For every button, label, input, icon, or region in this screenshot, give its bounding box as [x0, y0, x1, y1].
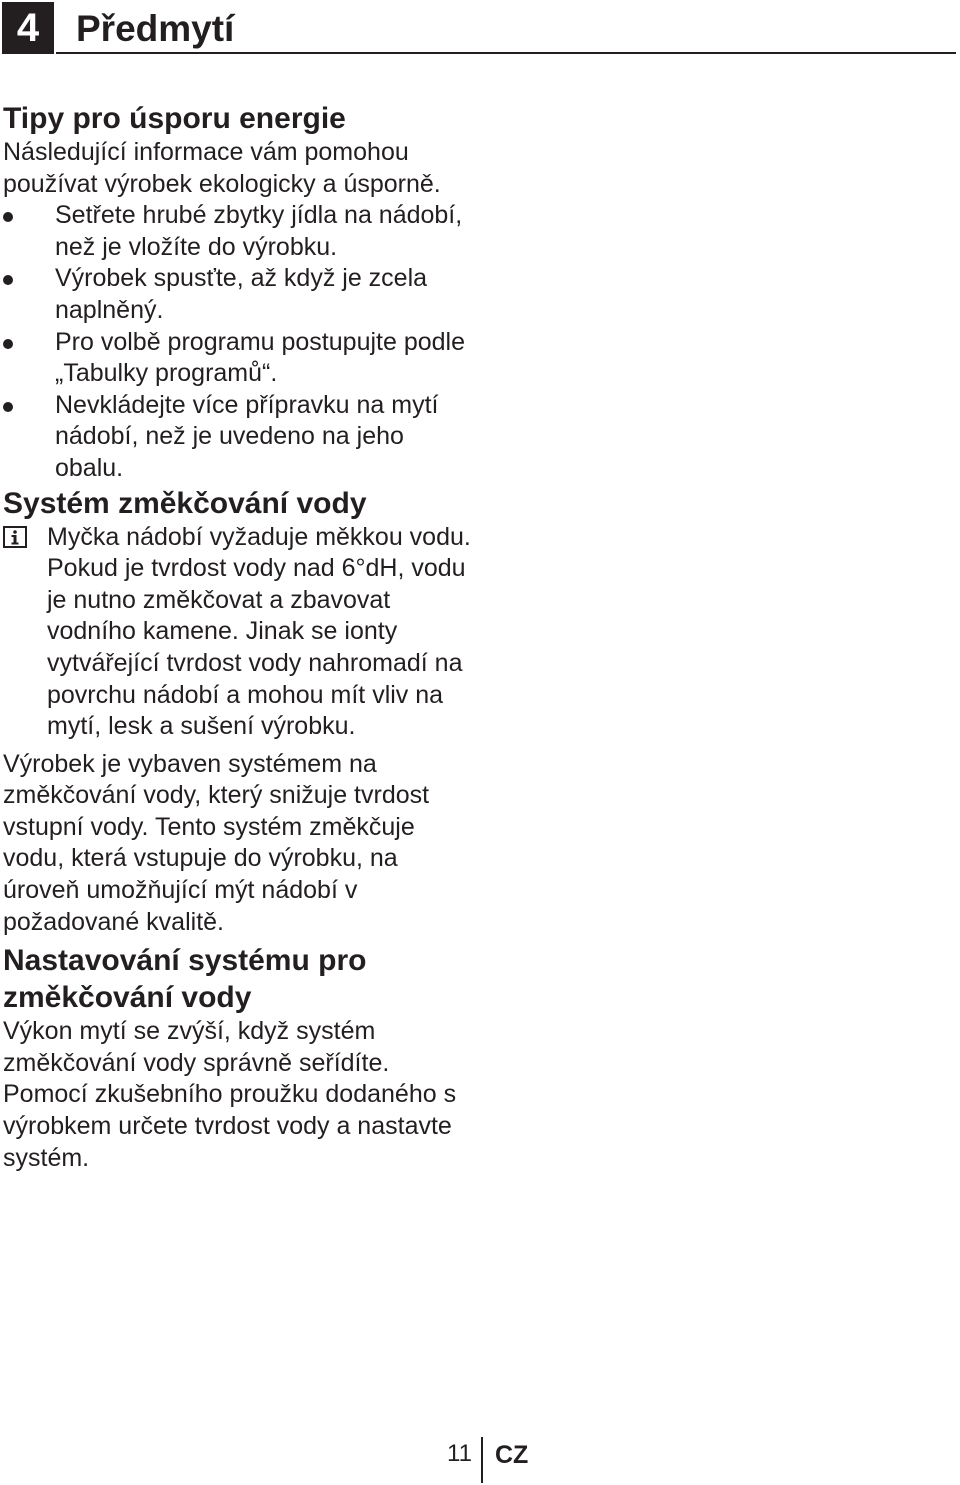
softener-setting-heading: Nastavování systému pro změkčování vody: [3, 944, 367, 1015]
info-icon: [3, 526, 27, 548]
water-softener-body: Výrobek je vybaven systémem na změkčování vody, který snižuje tvrdost vstupní vody. Tento systém změkčuje vodu, která vstupuje do výrobku, na úroveň umožňující mýt nádobí v požadované kvalitě.: [3, 749, 430, 936]
list-item-text: Setřete hrubé zbytky jídla na nádobí, než je vložíte do výrobku.: [55, 201, 463, 261]
bullet-dot-icon: [3, 339, 13, 349]
list-item: [3, 263, 473, 326]
info-note-text: Myčka nádobí vyžaduje měkkou vodu. Pokud je tvrdost vody nad 6°dH, vodu je nutno změkčovat a zbavovat vodního kamene. Jinak se ionty vytvářející tvrdost vody nahromadí na povrchu nádobí a mohou mít vliv na mytí, lesk a sušení výrobku.: [47, 522, 471, 741]
bullet-dot-icon: [3, 275, 13, 285]
list-item: [3, 200, 473, 263]
bullet-dot-icon: [3, 212, 13, 222]
list-item-text: Nevkládejte více přípravku na mytí nádobí, než je uvedeno na jeho obalu.: [55, 390, 439, 482]
chapter-number-badge: 4: [2, 2, 54, 54]
water-softener-heading: Systém změkčování vody: [3, 486, 367, 520]
list-item-text: Pro volbě programu postupujte podle „Tabulky programů“.: [55, 327, 465, 388]
list-item: [3, 390, 473, 485]
page-number: 11: [447, 1440, 472, 1467]
language-code: CZ: [495, 1441, 529, 1469]
list-item: [3, 327, 473, 390]
list-item-text: Výrobek spusťte, až když je zcela naplněný.: [55, 264, 428, 324]
softener-setting-body: Výkon mytí se zvýší, když systém změkčování vody správně seřídíte. Pomocí zkušebního proužku dodaného s výrobkem určete tvrdost vody a nastavte systém.: [3, 1017, 457, 1172]
info-note: [3, 522, 473, 743]
chapter-divider: [56, 52, 956, 54]
footer-divider: [481, 1437, 483, 1483]
energy-tips-heading: Tipy pro úsporu energie: [3, 102, 346, 135]
bullet-dot-icon: [3, 402, 13, 412]
page-content: [3, 100, 473, 1174]
chapter-title: Předmytí: [76, 8, 235, 49]
energy-tips-intro: Následující informace vám pomohou používat výrobek ekologicky a úsporně.: [3, 138, 441, 198]
energy-tips-list: [3, 200, 473, 484]
